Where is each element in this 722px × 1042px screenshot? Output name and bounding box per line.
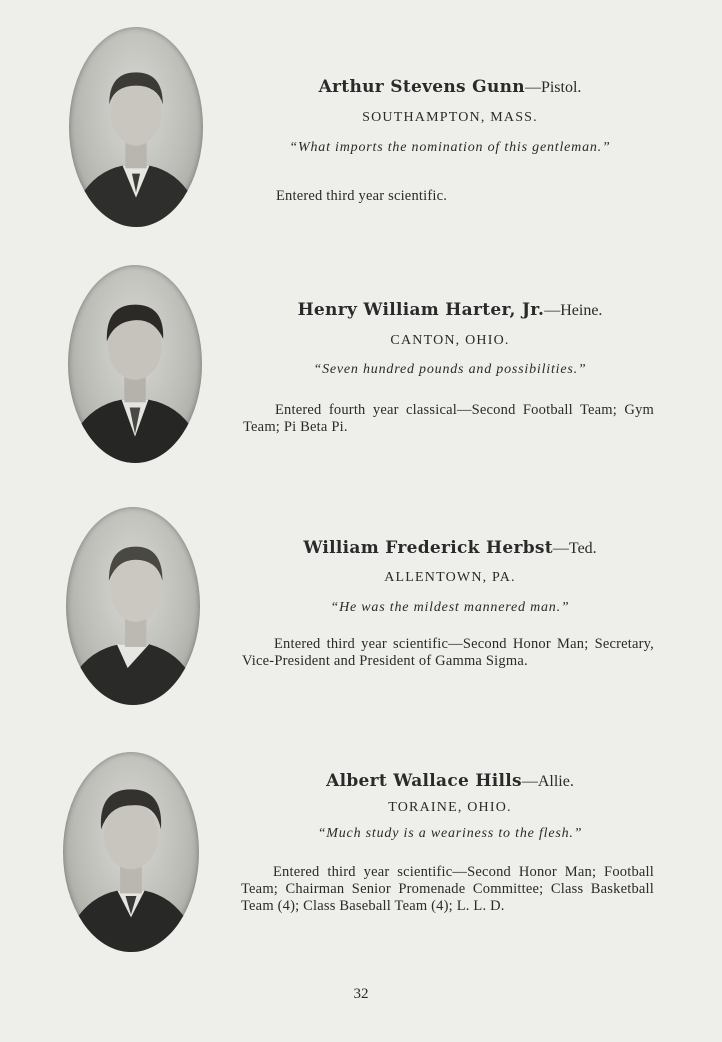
student-record: Entered third year scientific—Second Honor Man; Football Team; Chairman Senior Promenade Committee; Class Basketball Team (4); Class Baseball Team (4); L. L. D. — [241, 864, 654, 914]
student-name: Arthur Stevens Gunn — [318, 77, 525, 97]
page-number: 32 — [353, 986, 369, 1002]
student-quote: “Seven hundred pounds and possibilities.” — [313, 362, 587, 377]
student-portrait — [63, 752, 199, 952]
student-quote: “Much study is a weariness to the flesh.” — [317, 826, 583, 841]
student-record: Entered fourth year classical—Second Football Team; Gym Team; Pi Beta Pi. — [243, 402, 654, 435]
student-quote: “What imports the nomination of this gentleman.” — [289, 140, 611, 155]
student-portrait — [69, 27, 203, 227]
student-nickname: —Pistol. — [524, 79, 582, 96]
name-line — [280, 771, 620, 791]
student-portrait — [66, 507, 200, 705]
student-record: Entered third year scientific. — [276, 188, 448, 204]
student-hometown: CANTON, OHIO. — [390, 333, 510, 348]
name-line — [270, 300, 630, 320]
student-quote: “He was the mildest mannered man.” — [330, 600, 570, 615]
student-name: William Frederick Herbst — [303, 538, 553, 558]
student-hometown: TORAINE, OHIO. — [388, 800, 512, 815]
student-hometown: ALLENTOWN, PA. — [384, 570, 516, 585]
student-name: Albert Wallace Hills — [326, 771, 522, 791]
name-line — [280, 77, 620, 97]
student-nickname: —Allie. — [521, 773, 574, 790]
student-portrait — [68, 265, 202, 463]
student-record: Entered third year scientific—Second Honor Man; Secretary, Vice-President and President of Gamma Sigma. — [242, 636, 654, 669]
student-hometown: SOUTHAMPTON, MASS. — [362, 110, 538, 125]
name-line — [280, 538, 620, 558]
student-nickname: —Heine. — [544, 302, 603, 319]
student-name: Henry William Harter, Jr. — [297, 300, 545, 320]
student-nickname: —Ted. — [552, 540, 597, 557]
